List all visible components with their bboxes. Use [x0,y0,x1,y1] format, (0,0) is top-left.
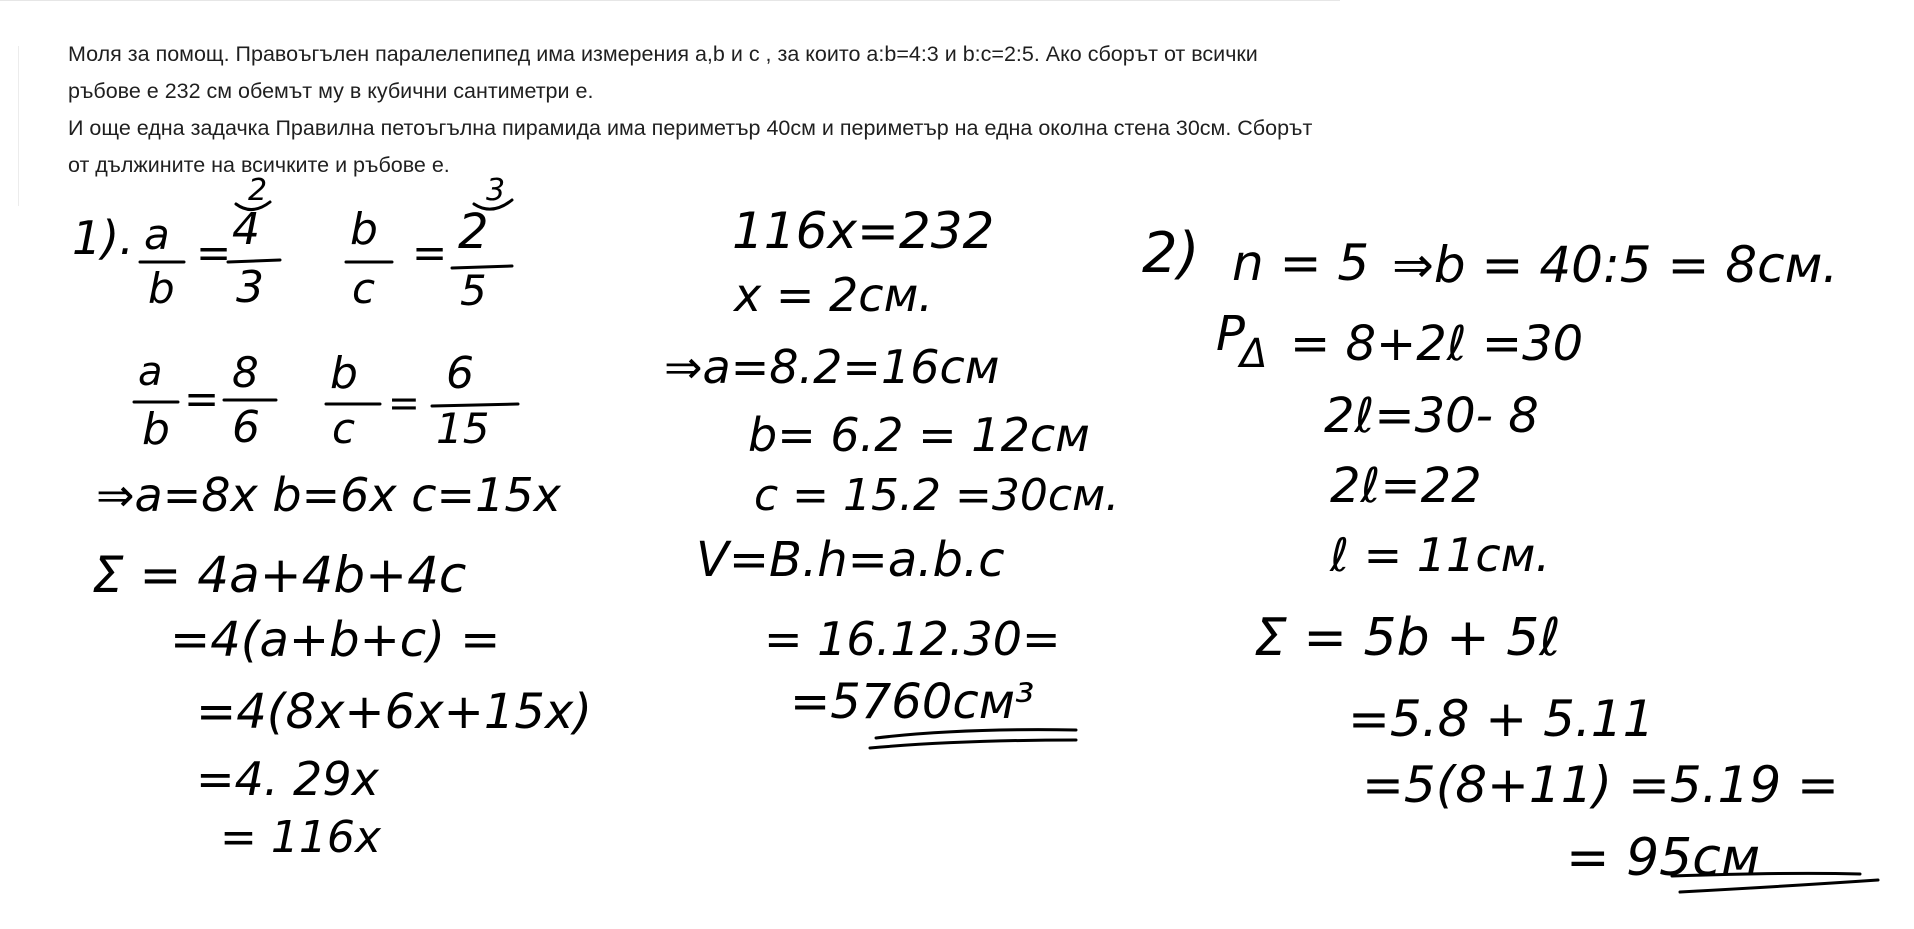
fraction-numerator: a [144,210,170,259]
middle-line-7: = 16.12.30= [764,612,1061,666]
fraction-denominator: c [352,264,376,313]
sum-line-3: =4(8x+6x+15x) [196,684,593,740]
problem1-label: 1). [72,211,134,265]
answer-underline [1680,880,1878,892]
equals-sign: = [184,374,220,423]
perimeter-symbol: P [1216,306,1245,362]
fraction-denominator: 6 [232,402,260,453]
answer-underline [876,730,1076,738]
sum-line-4: =4. 29x [196,752,379,806]
fraction-denominator: 3 [236,262,264,313]
middle-line-2: x = 2см. [734,268,933,322]
middle-line-1: 116x=232 [732,202,995,260]
sum-line-1: Σ = 4a+4b+4c [92,546,467,604]
fraction-numerator: b [350,204,378,255]
fraction-denominator: c [332,404,356,453]
middle-line-5: c = 15.2 =30см. [754,470,1120,521]
question-paragraph-1: Моля за помощ. Правоъгълен паралелепипед има измерения а,b и с , за които а:b=4:3 и b:c=2:5. Ако сборът от всички ръбове е 232 см обемът му в кубични сантиметри е. [68,42,1258,103]
fraction-bar [452,266,512,268]
fraction-numerator: 8 [232,348,259,397]
equals-sign: = [388,381,420,425]
fraction-denominator: 5 [460,266,487,315]
sum-line-2: =4(a+b+c) = [170,612,501,668]
fraction-numerator: b [330,348,358,399]
problem2-label: 2) [1142,221,1200,286]
multiplier-arc [236,202,270,210]
middle-line-6: V=B.h=a.b.c [696,532,1005,588]
fraction-numerator: 4 [232,204,260,255]
problem2-line-7: Σ = 5b + 5ℓ [1254,608,1561,668]
multiplier-arc [474,200,512,209]
multiplier-annotation: 2 [248,173,268,208]
variables-line: ⇒a=8x b=6x c=15x [96,468,561,522]
answer-underline [870,740,1076,748]
middle-line-3: ⇒a=8.2=16см [664,340,1000,394]
problem2-line-8: =5.8 + 5.11 [1348,690,1655,748]
problem2-line-4: 2ℓ=30- 8 [1324,388,1539,444]
answer-underline [1672,873,1860,876]
sum-line-5: = 116x [220,812,381,863]
problem2-line-2: ⇒b = 40:5 = 8см. [1392,236,1839,294]
problem2-line-1: n = 5 [1232,234,1370,292]
problem2-line-3: = 8+2ℓ =30 [1290,316,1584,372]
fraction-numerator: 2 [458,204,489,260]
problem2-answer: = 95см [1566,828,1761,888]
fraction-numerator: 6 [446,348,474,399]
fraction-bar [432,404,518,406]
middle-line-4: b= 6.2 = 12см [748,408,1090,462]
multiplier-annotation: 3 [486,173,506,208]
fraction-denominator: b [142,404,170,455]
fraction-denominator: b [148,264,175,313]
problem2-line-5: 2ℓ=22 [1330,458,1482,514]
triangle-subscript: Δ [1240,331,1268,377]
middle-answer: =5760см³ [790,674,1035,730]
equals-sign: = [196,228,232,277]
fraction-denominator: 15 [436,404,490,453]
equals-sign: = [412,228,448,277]
problem2-line-6: ℓ = 11см. [1330,528,1550,582]
fraction-numerator: a [138,349,163,395]
question-paragraph-2: И още една задачка Правилна петоъгълна пирамида има периметър 40см и периметър на една околна стена 30см. Сборът от дължините на всичките и ръбове е. [68,116,1313,177]
problem2-line-9: =5(8+11) =5.19 = [1362,756,1839,814]
fraction-bar [228,260,280,262]
